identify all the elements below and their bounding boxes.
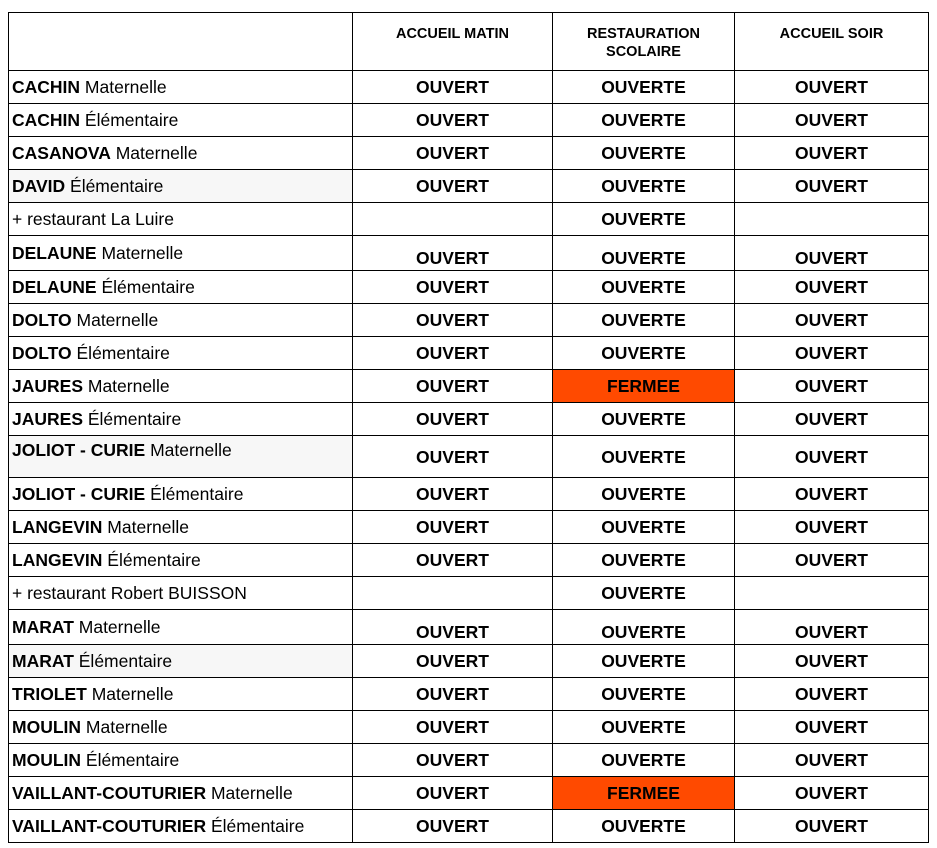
accueil-matin-status: OUVERT: [353, 777, 553, 810]
school-name-cell: [9, 610, 353, 645]
school-level: Maternelle: [110, 143, 198, 163]
accueil-soir-status: OUVERT: [735, 777, 929, 810]
accueil-matin-status: OUVERT: [353, 744, 553, 777]
table-row: [9, 104, 929, 137]
school-level: Élémentaire: [71, 343, 170, 363]
accueil-matin-status: [353, 577, 553, 610]
school-name: VAILLANT-COUTURIER: [12, 816, 207, 836]
header-accueil-matin: ACCUEIL MATIN: [353, 13, 553, 71]
accueil-soir-status: OUVERT: [735, 678, 929, 711]
accueil-matin-status: OUVERT: [353, 645, 553, 678]
table-row: [9, 678, 929, 711]
table-row: [9, 304, 929, 337]
restauration-status: FERMEE: [553, 777, 735, 810]
school-name-cell: [9, 577, 353, 610]
table-row: [9, 744, 929, 777]
accueil-soir-status: OUVERT: [735, 170, 929, 203]
accueil-matin-status: OUVERT: [353, 403, 553, 436]
school-name: LANGEVIN: [12, 550, 103, 570]
accueil-soir-status: OUVERT: [735, 478, 929, 511]
accueil-matin-status: OUVERT: [353, 170, 553, 203]
table-row: [9, 810, 929, 843]
restauration-status: FERMEE: [553, 370, 735, 403]
school-name-cell: [9, 304, 353, 337]
accueil-matin-status: OUVERT: [353, 478, 553, 511]
accueil-matin-status: OUVERT: [353, 370, 553, 403]
table-row: [9, 544, 929, 577]
table-row: [9, 511, 929, 544]
table-row: [9, 403, 929, 436]
table-row: [9, 645, 929, 678]
accueil-soir-status: OUVERT: [735, 544, 929, 577]
accueil-soir-status: OUVERT: [735, 403, 929, 436]
restauration-status: OUVERTE: [553, 337, 735, 370]
restauration-status: OUVERTE: [553, 511, 735, 544]
table-row: [9, 577, 929, 610]
accueil-matin-status: OUVERT: [353, 810, 553, 843]
school-name: JAURES: [12, 409, 83, 429]
school-level: Élémentaire: [80, 110, 179, 130]
school-name: JAURES: [12, 376, 83, 396]
school-name-cell: [9, 203, 353, 236]
accueil-soir-status: [735, 203, 929, 236]
schedule-table-wrapper: [8, 12, 929, 843]
school-level: Maternelle: [80, 77, 167, 97]
table-row: [9, 711, 929, 744]
table-row: [9, 436, 929, 478]
school-level: Élémentaire: [83, 409, 182, 429]
school-name-cell: [9, 544, 353, 577]
school-name: MARAT: [12, 651, 74, 671]
accueil-matin-status: OUVERT: [353, 544, 553, 577]
restauration-status: OUVERTE: [553, 170, 735, 203]
school-name-cell: [9, 777, 353, 810]
table-row: [9, 478, 929, 511]
accueil-matin-status: OUVERT: [353, 678, 553, 711]
school-name-cell: [9, 271, 353, 304]
school-name: MARAT: [12, 617, 74, 637]
restauration-status: OUVERTE: [553, 403, 735, 436]
school-level: Maternelle: [83, 376, 170, 396]
accueil-matin-status: OUVERT: [353, 337, 553, 370]
restauration-status: OUVERTE: [553, 645, 735, 678]
school-level: Maternelle: [96, 243, 184, 263]
school-name: CACHIN: [12, 77, 81, 97]
school-level: Maternelle: [73, 617, 161, 637]
school-level: Élémentaire: [73, 651, 173, 671]
school-name-cell: [9, 478, 353, 511]
school-name-cell: [9, 71, 353, 104]
accueil-soir-status: OUVERT: [735, 645, 929, 678]
school-name-cell: [9, 170, 353, 203]
header-row: [9, 13, 929, 71]
school-name: CACHIN: [12, 110, 81, 130]
accueil-soir-status: OUVERT: [735, 744, 929, 777]
accueil-matin-status: [353, 203, 553, 236]
table-row: [9, 610, 929, 645]
school-name-cell: [9, 744, 353, 777]
accueil-soir-status: OUVERT: [735, 304, 929, 337]
school-name: LANGEVIN: [12, 517, 103, 537]
school-services-table: [8, 12, 929, 843]
restauration-status: OUVERTE: [553, 104, 735, 137]
school-name: TRIOLET: [12, 684, 87, 704]
accueil-soir-status: OUVERT: [735, 137, 929, 170]
restauration-status: OUVERTE: [553, 544, 735, 577]
school-level: Maternelle: [206, 783, 293, 803]
header-restauration-line1: RESTAURATION: [586, 26, 701, 42]
restauration-status: OUVERTE: [553, 203, 735, 236]
restauration-status: OUVERTE: [553, 610, 735, 645]
restaurant-annex-label: + restaurant Robert BUISSON: [12, 583, 247, 603]
accueil-soir-status: OUVERT: [735, 610, 929, 645]
school-name: DELAUNE: [12, 277, 97, 297]
school-level: Maternelle: [102, 517, 190, 537]
restaurant-annex-label: + restaurant La Luire: [12, 209, 174, 229]
accueil-soir-status: OUVERT: [735, 711, 929, 744]
accueil-soir-status: OUVERT: [735, 271, 929, 304]
restauration-status: OUVERTE: [553, 577, 735, 610]
table-row: [9, 370, 929, 403]
restauration-status: OUVERTE: [553, 137, 735, 170]
school-level: Élémentaire: [81, 750, 180, 770]
school-level: Maternelle: [81, 717, 168, 737]
school-name-cell: [9, 711, 353, 744]
accueil-matin-status: OUVERT: [353, 271, 553, 304]
school-name-cell: [9, 236, 353, 271]
accueil-matin-status: OUVERT: [353, 610, 553, 645]
accueil-soir-status: [735, 577, 929, 610]
accueil-soir-status: OUVERT: [735, 370, 929, 403]
accueil-matin-status: OUVERT: [353, 236, 553, 271]
restauration-status: OUVERTE: [553, 810, 735, 843]
restauration-status: OUVERTE: [553, 236, 735, 271]
table-row: [9, 137, 929, 170]
restauration-status: OUVERTE: [553, 304, 735, 337]
school-name: JOLIOT - CURIE: [12, 440, 146, 460]
accueil-soir-status: OUVERT: [735, 337, 929, 370]
restauration-status: OUVERTE: [553, 71, 735, 104]
school-level: Élémentaire: [145, 484, 244, 504]
accueil-soir-status: OUVERT: [735, 436, 929, 478]
school-name: VAILLANT-COUTURIER: [12, 783, 207, 803]
restauration-status: OUVERTE: [553, 711, 735, 744]
header-restauration-scolaire: [553, 13, 735, 71]
accueil-soir-status: OUVERT: [735, 71, 929, 104]
school-name: JOLIOT - CURIE: [12, 484, 146, 504]
table-row: [9, 777, 929, 810]
school-name-cell: [9, 511, 353, 544]
accueil-matin-status: OUVERT: [353, 104, 553, 137]
restauration-status: OUVERTE: [553, 271, 735, 304]
school-name-cell: [9, 370, 353, 403]
accueil-matin-status: OUVERT: [353, 304, 553, 337]
restauration-status: OUVERTE: [553, 744, 735, 777]
accueil-soir-status: OUVERT: [735, 236, 929, 271]
school-level: Maternelle: [71, 310, 159, 330]
accueil-soir-status: OUVERT: [735, 104, 929, 137]
school-level: Élémentaire: [65, 176, 164, 196]
accueil-soir-status: OUVERT: [735, 810, 929, 843]
school-level: Élémentaire: [96, 277, 195, 297]
school-name-cell: [9, 810, 353, 843]
school-name: DAVID: [12, 176, 66, 196]
restauration-status: OUVERTE: [553, 678, 735, 711]
school-level: Élémentaire: [206, 816, 305, 836]
school-level: Maternelle: [145, 440, 232, 460]
school-level: Élémentaire: [102, 550, 201, 570]
school-level: Maternelle: [86, 684, 174, 704]
table-row: [9, 337, 929, 370]
accueil-matin-status: OUVERT: [353, 137, 553, 170]
accueil-matin-status: OUVERT: [353, 511, 553, 544]
school-name-cell: [9, 678, 353, 711]
school-name: DOLTO: [12, 343, 72, 363]
school-name: MOULIN: [12, 717, 82, 737]
accueil-matin-status: OUVERT: [353, 71, 553, 104]
header-school-column: [9, 13, 353, 71]
table-row: [9, 170, 929, 203]
school-name-cell: [9, 436, 353, 478]
restauration-status: OUVERTE: [553, 436, 735, 478]
table-row: [9, 203, 929, 236]
school-name: DELAUNE: [12, 243, 97, 263]
header-restauration-line2: SCOLAIRE: [606, 44, 681, 60]
school-name-cell: [9, 403, 353, 436]
accueil-matin-status: OUVERT: [353, 436, 553, 478]
table-row: [9, 71, 929, 104]
accueil-matin-status: OUVERT: [353, 711, 553, 744]
school-name: CASANOVA: [12, 143, 111, 163]
school-name-cell: [9, 104, 353, 137]
accueil-soir-status: OUVERT: [735, 511, 929, 544]
school-name-cell: [9, 137, 353, 170]
school-name: MOULIN: [12, 750, 82, 770]
table-row: [9, 271, 929, 304]
school-name-cell: [9, 337, 353, 370]
school-name-cell: [9, 645, 353, 678]
school-name: DOLTO: [12, 310, 72, 330]
restauration-status: OUVERTE: [553, 478, 735, 511]
table-row: [9, 236, 929, 271]
header-accueil-soir: ACCUEIL SOIR: [735, 13, 929, 71]
